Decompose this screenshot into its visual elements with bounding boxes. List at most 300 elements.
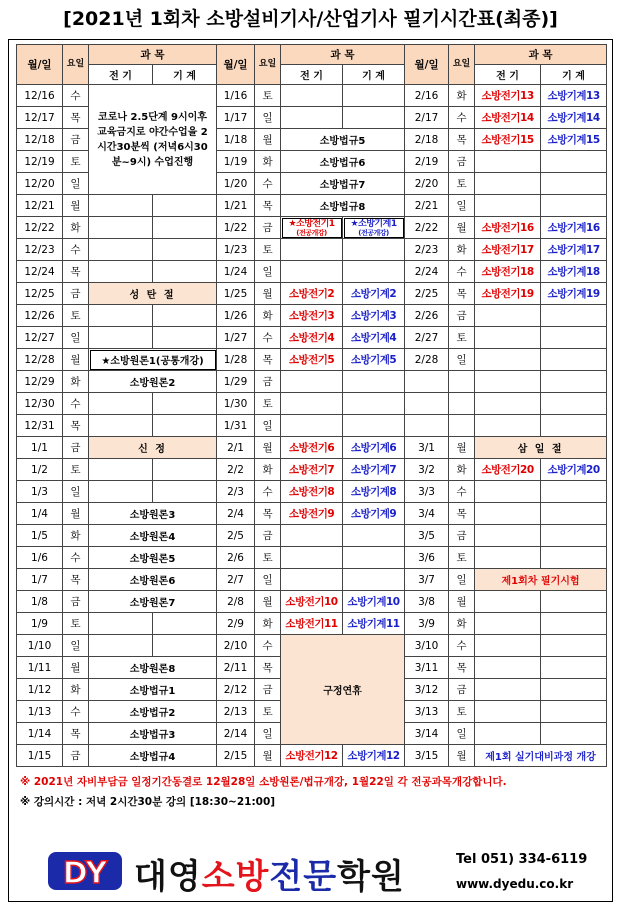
header-elec: 전 기 <box>89 65 153 85</box>
day-cell: 월 <box>255 283 281 305</box>
subject-cell: 소방원론2 <box>89 371 217 393</box>
date-cell: 2/18 <box>405 129 449 151</box>
date-cell: 1/1 <box>17 437 63 459</box>
mech-cell <box>343 239 405 261</box>
mech-cell <box>541 613 607 635</box>
date-cell: 1/17 <box>217 107 255 129</box>
subject-cell: 소방원론4 <box>89 525 217 547</box>
mech-cell: 소방기계20 <box>541 459 607 481</box>
day-cell: 화 <box>449 239 475 261</box>
date-cell: 1/18 <box>217 129 255 151</box>
mech-cell: 소방기계15 <box>541 129 607 151</box>
day-cell: 목 <box>255 195 281 217</box>
date-cell: 12/16 <box>17 85 63 107</box>
mech-cell: 소방기계18 <box>541 261 607 283</box>
date-cell: 2/19 <box>405 151 449 173</box>
elec-cell <box>89 327 153 349</box>
mech-cell <box>541 547 607 569</box>
elec-cell: 소방전기19 <box>475 283 541 305</box>
date-cell: 2/27 <box>405 327 449 349</box>
day-cell: 일 <box>449 723 475 745</box>
day-cell: 화 <box>255 305 281 327</box>
mech-cell <box>541 349 607 371</box>
elec-cell: 소방전기6 <box>281 437 343 459</box>
date-cell: 2/17 <box>405 107 449 129</box>
table-row <box>17 547 607 569</box>
day-cell: 목 <box>449 657 475 679</box>
date-cell: 2/14 <box>217 723 255 745</box>
table-row <box>17 459 607 481</box>
table-row <box>17 371 607 393</box>
day-cell: 수 <box>255 327 281 349</box>
day-cell: 목 <box>255 657 281 679</box>
header-date: 월/일 <box>217 45 255 85</box>
date-cell: 1/21 <box>217 195 255 217</box>
day-cell: 화 <box>449 459 475 481</box>
date-cell: 1/10 <box>17 635 63 657</box>
elec-cell <box>475 349 541 371</box>
day-cell: 토 <box>255 701 281 723</box>
page-title: [2021년 1회차 소방설비기사/산업기사 필기시간표(최종)] <box>63 8 558 30</box>
day-cell: 월 <box>255 129 281 151</box>
date-cell: 2/20 <box>405 173 449 195</box>
day-cell: 일 <box>63 173 89 195</box>
mech-cell <box>343 217 405 239</box>
elec-cell <box>281 261 343 283</box>
day-cell: 금 <box>255 525 281 547</box>
date-cell: 12/23 <box>17 239 63 261</box>
subject-cell: ★소방원론1(공통개강) <box>89 349 217 371</box>
date-cell: 1/15 <box>17 745 63 767</box>
date-cell: 1/25 <box>217 283 255 305</box>
subject-cell: 소방원론3 <box>89 503 217 525</box>
mech-cell <box>541 151 607 173</box>
day-cell: 월 <box>63 195 89 217</box>
holiday-block: 구정연휴 <box>281 635 405 745</box>
mech-cell <box>343 107 405 129</box>
date-cell: 3/3 <box>405 481 449 503</box>
elec-cell <box>475 481 541 503</box>
day-cell: 토 <box>63 459 89 481</box>
header-mech: 기 계 <box>153 65 217 85</box>
mech-cell <box>343 393 405 415</box>
mech-cell <box>153 481 217 503</box>
day-cell: 월 <box>63 657 89 679</box>
elec-cell <box>475 173 541 195</box>
subject-cell: 소방원론7 <box>89 591 217 613</box>
day-cell: 수 <box>449 481 475 503</box>
elec-cell <box>475 679 541 701</box>
date-cell: 12/26 <box>17 305 63 327</box>
schedule-table <box>16 44 607 767</box>
date-cell: 2/15 <box>217 745 255 767</box>
mech-cell <box>541 305 607 327</box>
mech-cell <box>541 679 607 701</box>
elec-cell <box>89 393 153 415</box>
day-cell: 수 <box>255 481 281 503</box>
header-subject: 과 목 <box>89 45 217 65</box>
day-cell: 금 <box>449 151 475 173</box>
mech-cell: 소방기계17 <box>541 239 607 261</box>
elec-note: (전공개강) <box>296 228 327 237</box>
header-elec: 전 기 <box>475 65 541 85</box>
table-row <box>17 261 607 283</box>
elec-cell: 소방전기15 <box>475 129 541 151</box>
mech-cell <box>153 239 217 261</box>
date-cell: 2/6 <box>217 547 255 569</box>
day-cell: 화 <box>63 679 89 701</box>
brand-part-3: 전문 <box>269 857 338 897</box>
mech-cell: 소방기계9 <box>343 503 405 525</box>
elec-cell <box>281 547 343 569</box>
date-cell: 2/23 <box>405 239 449 261</box>
elec-cell <box>475 657 541 679</box>
day-cell: 일 <box>449 349 475 371</box>
day-cell: 화 <box>449 613 475 635</box>
elec-cell <box>89 459 153 481</box>
date-cell: 1/22 <box>217 217 255 239</box>
elec-cell <box>89 305 153 327</box>
mech-cell: 소방기계7 <box>343 459 405 481</box>
table-row <box>17 217 607 239</box>
day-cell: 목 <box>449 129 475 151</box>
date-cell: 12/17 <box>17 107 63 129</box>
mech-cell <box>343 415 405 437</box>
date-cell: 12/31 <box>17 415 63 437</box>
day-cell: 월 <box>449 591 475 613</box>
mech-cell <box>541 591 607 613</box>
svg-text:DY: DY <box>62 856 108 891</box>
elec-cell <box>281 371 343 393</box>
table-row <box>17 437 607 459</box>
day-cell: 월 <box>63 349 89 371</box>
day-cell: 목 <box>63 107 89 129</box>
brand-part-1: 대영 <box>134 857 202 897</box>
day-cell: 월 <box>255 591 281 613</box>
elec-cell <box>89 635 153 657</box>
table-row <box>17 415 607 437</box>
elec-cell <box>475 525 541 547</box>
date-cell: 1/29 <box>217 371 255 393</box>
subject-cell: 소방법규6 <box>281 151 405 173</box>
date-cell: 2/26 <box>405 305 449 327</box>
table-row <box>17 569 607 591</box>
day-cell: 토 <box>449 547 475 569</box>
date-cell: 2/4 <box>217 503 255 525</box>
elec-cell <box>475 613 541 635</box>
day-cell: 토 <box>63 305 89 327</box>
day-cell: 수 <box>449 261 475 283</box>
day-cell: 토 <box>255 547 281 569</box>
table-row <box>17 239 607 261</box>
subject-cell: 소방원론5 <box>89 547 217 569</box>
date-cell: 1/4 <box>17 503 63 525</box>
elec-cell <box>281 569 343 591</box>
elec-cell <box>281 415 343 437</box>
subject-cell: 소방법규8 <box>281 195 405 217</box>
mech-cell <box>541 525 607 547</box>
subject-cell: 삼 일 절 <box>475 437 607 459</box>
elec-cell: 소방전기20 <box>475 459 541 481</box>
date-cell: 1/7 <box>17 569 63 591</box>
date-cell: 2/22 <box>405 217 449 239</box>
mech-cell <box>153 261 217 283</box>
day-cell: 월 <box>449 217 475 239</box>
mech-cell <box>541 327 607 349</box>
subject-cell: 소방법규1 <box>89 679 217 701</box>
day-cell: 금 <box>449 305 475 327</box>
date-cell: 1/12 <box>17 679 63 701</box>
elec-cell <box>89 481 153 503</box>
elec-cell <box>475 305 541 327</box>
mech-cell <box>343 261 405 283</box>
elec-cell: 소방전기10 <box>281 591 343 613</box>
day-cell: 토 <box>63 613 89 635</box>
date-cell: 2/11 <box>217 657 255 679</box>
elec-cell: 소방전기3 <box>281 305 343 327</box>
day-cell: 토 <box>63 151 89 173</box>
date-cell: 3/5 <box>405 525 449 547</box>
day-cell: 금 <box>63 591 89 613</box>
mech-cell <box>153 217 217 239</box>
day-cell: 월 <box>449 437 475 459</box>
date-cell: 12/19 <box>17 151 63 173</box>
date-cell: 3/11 <box>405 657 449 679</box>
date-cell: 3/12 <box>405 679 449 701</box>
mech-cell <box>541 393 607 415</box>
elec-cell: 소방전기11 <box>281 613 343 635</box>
mech-cell <box>343 371 405 393</box>
day-cell: 금 <box>449 679 475 701</box>
date-cell: 1/30 <box>217 393 255 415</box>
date-cell: 2/1 <box>217 437 255 459</box>
day-cell: 화 <box>63 525 89 547</box>
day-cell: 금 <box>255 679 281 701</box>
mech-cell <box>343 569 405 591</box>
day-cell: 화 <box>63 371 89 393</box>
day-cell: 목 <box>449 503 475 525</box>
day-cell: 일 <box>449 195 475 217</box>
mech-cell <box>541 701 607 723</box>
date-cell: 2/25 <box>405 283 449 305</box>
elec-cell: 소방전기13 <box>475 85 541 107</box>
day-cell: 목 <box>63 723 89 745</box>
day-cell: 토 <box>255 85 281 107</box>
day-cell: 일 <box>63 635 89 657</box>
date-cell <box>405 415 449 437</box>
date-cell: 2/12 <box>217 679 255 701</box>
date-cell: 1/20 <box>217 173 255 195</box>
date-cell: 12/28 <box>17 349 63 371</box>
subject-cell: 소방법규2 <box>89 701 217 723</box>
date-cell: 2/28 <box>405 349 449 371</box>
date-cell: 3/9 <box>405 613 449 635</box>
day-cell: 금 <box>449 525 475 547</box>
date-cell: 1/27 <box>217 327 255 349</box>
day-cell: 목 <box>255 503 281 525</box>
header-mech: 기 계 <box>343 65 405 85</box>
elec-cell <box>475 195 541 217</box>
day-cell <box>449 415 475 437</box>
day-cell: 수 <box>255 635 281 657</box>
table-row <box>17 745 607 767</box>
date-cell: 1/16 <box>217 85 255 107</box>
day-cell: 목 <box>255 349 281 371</box>
day-cell: 일 <box>255 415 281 437</box>
date-cell: 12/24 <box>17 261 63 283</box>
date-cell: 3/10 <box>405 635 449 657</box>
date-cell: 2/24 <box>405 261 449 283</box>
mech-cell <box>343 85 405 107</box>
date-cell: 1/2 <box>17 459 63 481</box>
date-cell: 1/28 <box>217 349 255 371</box>
date-cell: 1/6 <box>17 547 63 569</box>
table-row <box>17 591 607 613</box>
mech-cell <box>343 525 405 547</box>
header-mech: 기 계 <box>541 65 607 85</box>
date-cell: 2/2 <box>217 459 255 481</box>
day-cell: 수 <box>255 173 281 195</box>
table-row <box>17 635 607 657</box>
subject-cell: 소방법규4 <box>89 745 217 767</box>
subject-cell: 성 탄 절 <box>89 283 217 305</box>
day-cell: 목 <box>63 415 89 437</box>
elec-cell <box>89 217 153 239</box>
elec-cell <box>475 327 541 349</box>
footnote-hours: ※ 강의시간 : 저녁 2시간30분 강의 [18:30~21:00] <box>20 796 276 808</box>
mech-cell <box>541 503 607 525</box>
day-cell: 목 <box>449 283 475 305</box>
mech-cell <box>153 459 217 481</box>
date-cell: 3/2 <box>405 459 449 481</box>
date-cell: 1/24 <box>217 261 255 283</box>
date-cell: 2/9 <box>217 613 255 635</box>
mech-cell <box>541 195 607 217</box>
date-cell <box>405 393 449 415</box>
subject-cell: 소방원론8 <box>89 657 217 679</box>
date-cell: 2/21 <box>405 195 449 217</box>
date-cell: 3/6 <box>405 547 449 569</box>
mech-cell <box>153 305 217 327</box>
mech-cell: 소방기계3 <box>343 305 405 327</box>
dy-logo-icon <box>44 848 126 894</box>
elec-cell <box>89 613 153 635</box>
elec-cell <box>89 195 153 217</box>
table-row <box>17 327 607 349</box>
table-row <box>17 85 607 107</box>
elec-cell <box>281 85 343 107</box>
notice-block <box>89 85 217 195</box>
date-cell: 3/1 <box>405 437 449 459</box>
date-cell: 12/27 <box>17 327 63 349</box>
date-cell: 1/31 <box>217 415 255 437</box>
date-cell: 3/8 <box>405 591 449 613</box>
elec-cell <box>475 701 541 723</box>
mech-cell: 소방기계5 <box>343 349 405 371</box>
mech-cell: 소방기계2 <box>343 283 405 305</box>
table-row <box>17 305 607 327</box>
date-cell: 12/29 <box>17 371 63 393</box>
date-cell: 2/7 <box>217 569 255 591</box>
date-cell: 12/22 <box>17 217 63 239</box>
day-cell <box>449 371 475 393</box>
elec-cell <box>475 591 541 613</box>
academy-name <box>134 849 405 898</box>
date-cell: 12/20 <box>17 173 63 195</box>
mech-cell <box>541 723 607 745</box>
header-day: 요일 <box>63 45 89 85</box>
date-cell: 3/14 <box>405 723 449 745</box>
day-cell: 수 <box>63 701 89 723</box>
elec-cell <box>281 525 343 547</box>
day-cell: 화 <box>255 151 281 173</box>
elec-cell: 소방전기18 <box>475 261 541 283</box>
date-cell: 3/4 <box>405 503 449 525</box>
mech-cell <box>153 415 217 437</box>
footnote-schedule: ※ 2021년 자비부담금 일정기간동결로 12월28일 소방원론/법규개강, 1월22일 각 전공과목개강합니다. <box>20 776 507 788</box>
date-cell: 2/10 <box>217 635 255 657</box>
website-url: www.dyedu.co.kr <box>456 877 574 891</box>
day-cell: 일 <box>255 107 281 129</box>
table-row <box>17 195 607 217</box>
mech-cell <box>541 371 607 393</box>
elec-cell <box>281 239 343 261</box>
header-date: 월/일 <box>405 45 449 85</box>
day-cell: 금 <box>255 371 281 393</box>
table-row <box>17 525 607 547</box>
date-cell: 1/5 <box>17 525 63 547</box>
day-cell: 월 <box>449 745 475 767</box>
subject-cell: 제1회차 필기시험 <box>475 569 607 591</box>
day-cell: 수 <box>63 239 89 261</box>
table-row <box>17 613 607 635</box>
table-row <box>17 481 607 503</box>
header-day: 요일 <box>255 45 281 85</box>
date-cell: 2/5 <box>217 525 255 547</box>
date-cell: 3/7 <box>405 569 449 591</box>
elec-cell: 소방전기14 <box>475 107 541 129</box>
elec-cell: 소방전기2 <box>281 283 343 305</box>
mech-cell <box>541 173 607 195</box>
day-cell: 목 <box>63 569 89 591</box>
elec-cell: 소방전기17 <box>475 239 541 261</box>
elec-cell <box>89 239 153 261</box>
elec-cell <box>475 393 541 415</box>
day-cell: 일 <box>255 261 281 283</box>
date-cell: 12/25 <box>17 283 63 305</box>
brand-part-4: 학원 <box>337 857 405 897</box>
subject-cell: 제1회 실기대비과정 개강 <box>475 745 607 767</box>
mech-cell: 소방기계12 <box>343 745 405 767</box>
elec-subject: ★소방전기1 <box>288 218 335 229</box>
day-cell: 월 <box>255 437 281 459</box>
day-cell: 수 <box>449 107 475 129</box>
mech-cell: 소방기계19 <box>541 283 607 305</box>
phone-number: Tel 051) 334-6119 <box>456 852 588 867</box>
date-cell: 2/16 <box>405 85 449 107</box>
date-cell: 12/21 <box>17 195 63 217</box>
day-cell: 일 <box>255 723 281 745</box>
day-cell: 토 <box>255 393 281 415</box>
date-cell: 1/19 <box>217 151 255 173</box>
day-cell: 수 <box>63 85 89 107</box>
date-cell: 3/15 <box>405 745 449 767</box>
day-cell: 일 <box>63 327 89 349</box>
subject-cell: 소방법규3 <box>89 723 217 745</box>
date-cell: 2/3 <box>217 481 255 503</box>
table-row <box>17 349 607 371</box>
day-cell: 월 <box>63 503 89 525</box>
